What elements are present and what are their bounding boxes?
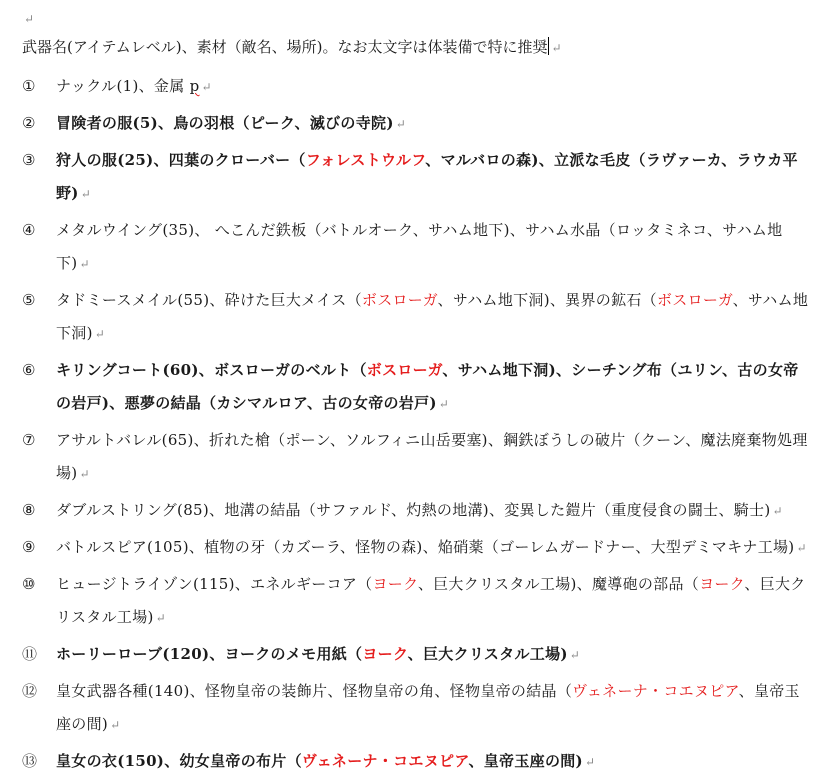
paragraph-mark-icon: ↵ <box>94 327 106 341</box>
list-number: ⑥ <box>22 361 36 379</box>
text-run: 、巨大クリスタル工場) <box>407 645 568 663</box>
text-run: アサルトバレル(65)、折れた槍（ポーン、ソルフィニ山岳要塞)、鋼鉄ぼうしの破片（クーン、魔法廃棄物処理場) <box>56 431 808 482</box>
list-item <box>22 144 812 211</box>
list-number: ⑦ <box>22 431 36 449</box>
equipment-list <box>22 70 812 779</box>
highlighted-enemy-name: ヨーク <box>699 575 745 593</box>
paragraph-mark-icon: ↵ <box>438 397 450 411</box>
text-run: 、巨大クリスタル工場)、魔導砲の部品（ <box>417 575 700 593</box>
list-number: ③ <box>22 151 36 169</box>
paragraph-mark-icon: ↵ <box>79 257 90 271</box>
text-run: 狩人の服(25)、四葉のクローバー（ <box>56 151 306 169</box>
text-run: 、皇帝玉座の間) <box>56 682 800 733</box>
list-number: ⑨ <box>22 538 36 556</box>
list-item <box>22 424 812 491</box>
text-run: キリングコート(60)、ボスローガのベルト（ <box>56 361 367 379</box>
text-run: バトルスピア(105)、植物の牙（カズーラ、怪物の森)、焔硝薬（ゴーレムガードナー、大型デミマキナ工場) <box>56 538 795 556</box>
text-run: 皇女武器各種(140)、怪物皇帝の装飾片、怪物皇帝の角、怪物皇帝の結晶（ <box>56 682 573 700</box>
list-item-text <box>56 151 798 202</box>
list-item-text <box>56 575 806 626</box>
list-number: ⑬ <box>22 752 38 770</box>
list-item-text <box>56 291 808 342</box>
list-number: ⑧ <box>22 501 36 519</box>
text-run: タドミースメイル(55)、砕けた巨大メイス（ <box>56 291 362 309</box>
list-item-text <box>56 501 771 519</box>
text-run: ホーリーローブ(120)、ヨークのメモ用紙（ <box>56 645 363 663</box>
list-item <box>22 638 812 672</box>
paragraph-mark-icon: ↵ <box>584 755 596 769</box>
list-item-text <box>56 221 782 272</box>
list-item <box>22 107 812 141</box>
paragraph-mark-icon: ↵ <box>110 718 121 732</box>
text-run: 皇女の衣(150)、幼女皇帝の布片（ <box>56 752 302 770</box>
highlighted-enemy-name: ボスローガ <box>656 291 733 309</box>
list-item-text <box>56 682 800 733</box>
list-number: ④ <box>22 221 36 239</box>
list-number: ⑤ <box>22 291 36 309</box>
list-number: ⑫ <box>22 682 38 700</box>
highlighted-enemy-name: ボスローガ <box>361 291 438 309</box>
text-run: 、サハム地下洞)、異界の鉱石（ <box>437 291 657 309</box>
misspelled-word: p <box>189 77 200 95</box>
list-item <box>22 531 812 565</box>
empty-paragraph <box>22 6 812 30</box>
paragraph-mark-icon: ↵ <box>551 41 562 55</box>
text-run: 、サハム地下洞) <box>56 291 809 342</box>
list-item <box>22 494 812 528</box>
text-cursor <box>548 37 549 55</box>
text-run: ダブルストリング(85)、地溝の結晶（サファルド、灼熱の地溝)、変異した鎧片（重度侵食の闘士、騎士) <box>56 501 771 519</box>
text-run: 、マルバロの森)、立派な毛皮（ラヴァーカ、ラウカ平野) <box>56 151 798 202</box>
highlighted-enemy-name: ヨーク <box>372 575 418 593</box>
list-item <box>22 70 812 104</box>
list-item <box>22 354 812 421</box>
list-number: ① <box>22 77 36 95</box>
list-item-text <box>56 114 394 132</box>
highlighted-enemy-name: ヴェネーナ・コエヌピア <box>301 752 469 770</box>
list-item-text <box>56 645 568 663</box>
list-number: ⑩ <box>22 575 36 593</box>
text-run: メタルウイング(35)、 へこんだ鉄板（バトルオーク、サハム地下)、サハム水晶（ロッタミネコ、サハム地下) <box>56 221 783 272</box>
paragraph-mark-icon: ↵ <box>395 117 407 131</box>
text-run: 冒険者の服(5)、鳥の羽根（ピーク、滅びの寺院) <box>56 114 394 132</box>
highlighted-enemy-name: ヨーク <box>362 645 408 663</box>
list-item <box>22 568 812 635</box>
list-item <box>22 745 812 779</box>
paragraph-mark-icon: ↵ <box>796 541 807 555</box>
list-number: ② <box>22 114 36 132</box>
text-run: ヒュージトライゾン(115)、エネルギーコア（ <box>56 575 373 593</box>
paragraph-mark-icon: ↵ <box>24 12 35 26</box>
list-item-text <box>56 77 199 95</box>
paragraph-mark-icon: ↵ <box>80 187 92 201</box>
paragraph-mark-icon: ↵ <box>155 611 167 625</box>
text-run: 、サハム地下洞)、シーチング布（ユリン、古の女帝の岩戸)、悪夢の結晶（カシマルロア、古の女帝の岩戸) <box>56 361 799 412</box>
text-run: ナックル(1)、金属 <box>56 77 190 95</box>
intro-paragraph <box>22 30 812 64</box>
highlighted-enemy-name: ボスローガ <box>366 361 443 379</box>
paragraph-mark-icon: ↵ <box>201 80 212 94</box>
text-run: 、巨大クリスタル工場) <box>56 575 806 626</box>
list-item <box>22 675 812 742</box>
list-item-text <box>56 752 583 770</box>
list-item-text <box>56 431 808 482</box>
text-run: 、皇帝玉座の間) <box>468 752 583 770</box>
highlighted-enemy-name: ヴェネーナ・コエヌピア <box>572 682 739 700</box>
intro-text: 武器名(アイテムレベル)、素材（敵名、場所)。なお太文字は体装備で特に推奨 <box>22 38 548 56</box>
list-item-text <box>56 361 799 412</box>
highlighted-enemy-name: フォレストウルフ <box>305 151 426 169</box>
list-item <box>22 214 812 281</box>
paragraph-mark-icon: ↵ <box>772 504 783 518</box>
paragraph-mark-icon: ↵ <box>569 648 581 662</box>
list-item-text <box>56 538 794 556</box>
list-item <box>22 284 812 351</box>
document-body[interactable] <box>22 6 812 782</box>
paragraph-mark-icon: ↵ <box>79 467 90 481</box>
list-number: ⑪ <box>22 645 38 663</box>
